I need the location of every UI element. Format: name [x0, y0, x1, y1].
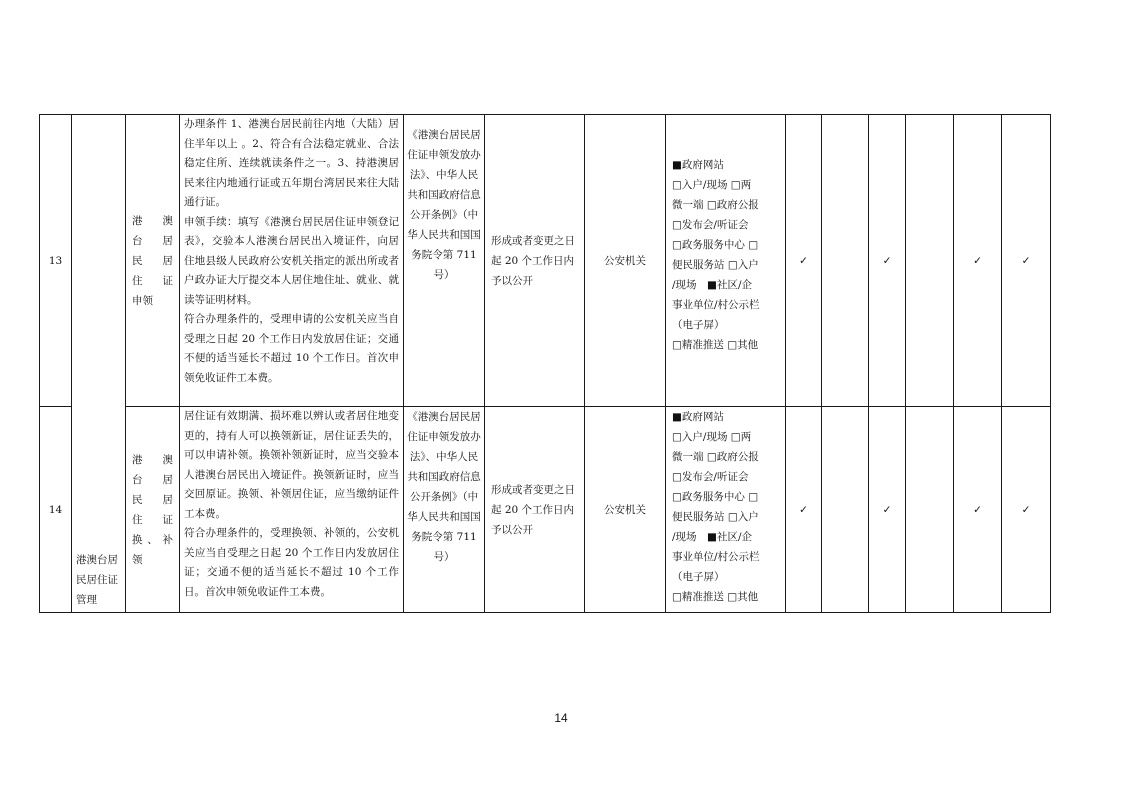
check-mark-cell [906, 407, 954, 613]
item-name-cell: 港 澳 台 居 民 居 住 证 换、补 领 [126, 407, 180, 613]
check-mark-cell: ✓ [869, 115, 906, 407]
time-limit-cell: 形成或者变更之日起 20 个工作日内予以公开 [485, 407, 585, 613]
disclosure-table [39, 114, 1051, 613]
check-mark-cell: ✓ [786, 407, 822, 613]
basis-cell: 《港澳台居民居住证申领发放办法》、中华人民共和国政府信息公开条例》（中华人民共和国国务院令第 711 号） [404, 407, 485, 613]
time-limit-cell: 形成或者变更之日起 20 个工作日内予以公开 [485, 115, 585, 407]
category-cell: 港澳台居民居住证管理 [72, 115, 126, 613]
subject-cell: 公安机关 [585, 407, 666, 613]
row-number: 13 [40, 115, 72, 407]
check-mark-cell [822, 115, 869, 407]
check-mark-cell: ✓ [1002, 407, 1051, 613]
item-name-cell: 港 澳 台 居 民 居 住 证 申领 [126, 115, 180, 407]
subject-cell: 公安机关 [585, 115, 666, 407]
page-number: 14 [554, 711, 568, 725]
channel-cell: ■政府网站 □入户/现场 □两 微一端 □政府公报 □发布会/听证会 □政务服务中心 □ 便民服务站 □入户 /现场 ■社区/企 事业单位/村公示栏 （电子屏） □精准推送 □其他 [666, 407, 786, 613]
channel-cell: ■政府网站 □入户/现场 □两 微一端 □政府公报 □发布会/听证会 □政务服务中心 □ 便民服务站 □入户 /现场 ■社区/企 事业单位/村公示栏 （电子屏） □精准推送 □其他 [666, 115, 786, 407]
content-cell: 居住证有效期满、损坏难以辨认或者居住地变更的，持有人可以换领新证，居住证丢失的，可以申请补领。换领补领新证时，应当交验本人港澳台居民出入境证件。换领新证时，应当交回原证。换领、补领居住证，应当缴纳证件工本费。 符合办理条件的，受理换领、补领的，公安机关应当自受理之日起 20 个工作日内发放居住证；交通不便的适当延长不超过 10 个工作日。首次申领免收证件工本费。 [180, 407, 404, 613]
row-number: 14 [40, 407, 72, 613]
check-mark-cell: ✓ [954, 115, 1002, 407]
table-row [40, 407, 1051, 613]
check-mark-cell: ✓ [954, 407, 1002, 613]
check-mark-cell [822, 407, 869, 613]
basis-cell: 《港澳台居民居住证申领发放办法》、中华人民共和国政府信息公开条例》（中华人民共和国国务院令第 711 号） [404, 115, 485, 407]
check-mark-cell [906, 115, 954, 407]
check-mark-cell: ✓ [786, 115, 822, 407]
check-mark-cell: ✓ [869, 407, 906, 613]
check-mark-cell: ✓ [1002, 115, 1051, 407]
content-cell: 办理条件 1、港澳台居民前往内地（大陆）居住半年以上 。2、符合有合法稳定就业、合法稳定住所、连续就读条件之一。3、持港澳居民来往内地通行证或五年期台湾居民来往大陆通行证。 申领手续：填写《港澳台居民居住证申领登记表》，交验本人港澳台居民出入境证件，向居住地县级人民政府公安机关指定的派出所或者户政办证大厅提交本人居住地住址、就业、就读等证明材料。 符合办理条件的，受理申请的公安机关应当自受理之日起 20 个工作日内发放居住证；交通不便的适当延长不超过 10 个工作日。首次申领免收证件工本费。 [180, 115, 404, 407]
table-row [40, 115, 1051, 407]
